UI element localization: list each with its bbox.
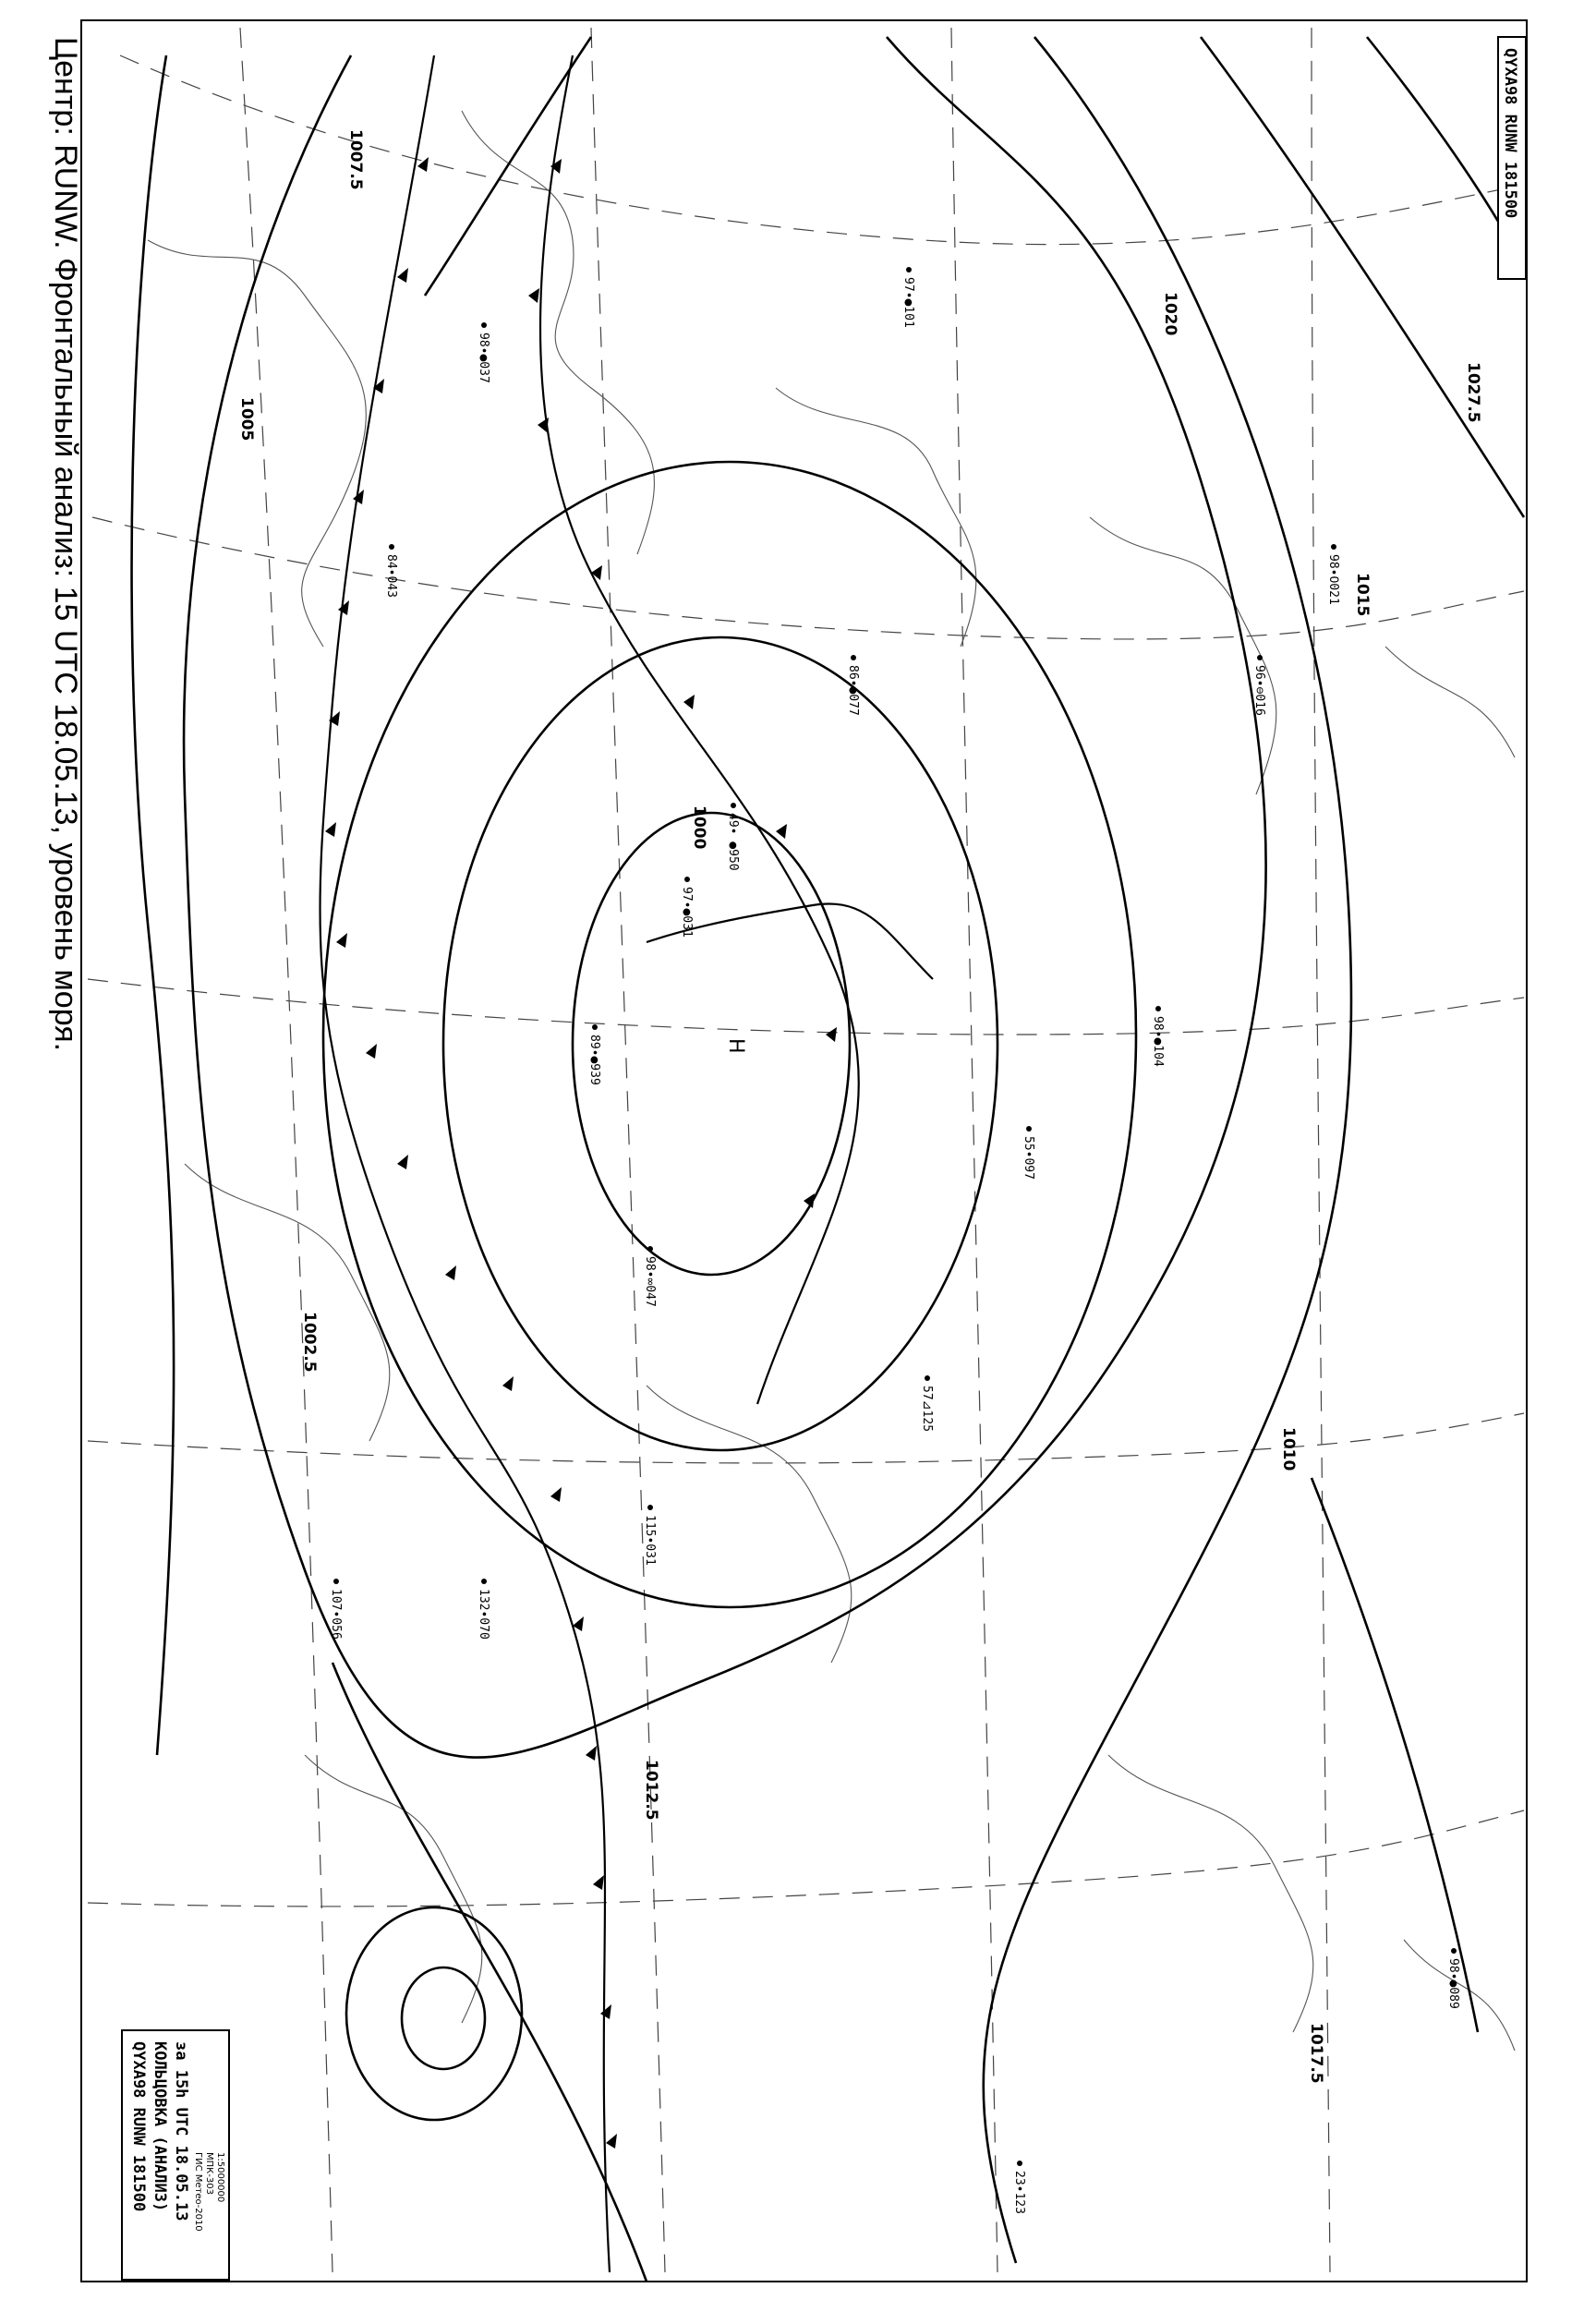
isobar-1010 [984,37,1351,2263]
station-plot: 97∙●101 [901,277,915,328]
isobar-label-1005: 1005 [237,397,256,442]
info-box-line-2: КОЛЬЦОВКА (АНАЛИЗ) [151,2041,169,2212]
isobar-1007-5 [184,37,1266,1758]
station-plot: 86∙●077 [846,665,860,716]
info-box-line-4: ГИС Метео-2010 [193,2152,203,2232]
info-box-line-1: QYXA98 RUNW 181500 [129,2041,148,2212]
station-plot: 84∙043 [384,554,398,598]
station-plot: 132∙070 [477,1589,490,1640]
station-plot: 57⊿125 [920,1386,934,1433]
info-box-line-5: MПК-303 [204,2152,214,2195]
station-plot: 98∙∞047 [643,1256,657,1307]
isobar-label-1020: 1020 [1161,292,1179,336]
station-plot: 115∙031 [643,1515,657,1566]
isobar-label-1015: 1015 [1353,573,1372,617]
station-plot: 55∙097 [1022,1136,1035,1180]
isobar-1017-5-high [346,1907,522,2120]
isobar-label-1002-5: 1002.5 [300,1312,319,1373]
station-plot: 98∙●104 [1151,1016,1165,1067]
corner-tag: QYXA98 RUNW 181500 [1501,48,1519,219]
station-plot: 89∙●939 [587,1035,601,1085]
isobar-1015 [1201,37,1524,517]
isobar-inner-high [402,1967,485,2069]
isobar-label-1017-5: 1017.5 [1307,2023,1325,2084]
station-plot: 98∙●089 [1446,1958,1460,2009]
isobar-label-1027-5: 1027.5 [1464,362,1482,423]
fronts [320,55,933,2272]
coastlines [148,111,1515,2051]
info-box-line-6: 1:5000000 [215,2152,225,2203]
graticule [88,28,1524,2272]
isobar-label-1007-5: 1007.5 [346,129,365,190]
isobar-label-1010: 1010 [1279,1427,1298,1471]
info-box-line-3: за 15h UTC 18.05.13 [172,2041,190,2221]
station-plot: 23∙123 [1012,2171,1026,2214]
front-pips [325,157,837,2149]
cold-front-west [320,55,610,2272]
station-plot: 98∙Ο021 [1326,554,1340,605]
station-plot: 107∙056 [329,1589,343,1640]
isobar-label-1000: 1000 [690,805,708,850]
station-plot: 49∙ ●950 [726,813,740,871]
station-plot: 97∙●031 [680,887,694,938]
low-pressure-center: Н [724,1038,747,1054]
isobars [132,37,1524,2282]
isobar-edge-west [132,55,175,1755]
map-title: Центр: RUNW. Фронтальный анализ: 15 UTC 18.05.13, уровень моря. [48,37,83,1052]
station-plot: 98∙●037 [477,333,490,383]
isobar-1005 [323,462,1136,1607]
station-plot: 96∙⊖016 [1252,665,1266,716]
isobar-1002-5 [443,637,998,1450]
isobar-value-labels [237,129,1482,2084]
isobar-1000 [573,813,850,1275]
isobar-label-1012-5: 1012.5 [642,1760,660,1821]
